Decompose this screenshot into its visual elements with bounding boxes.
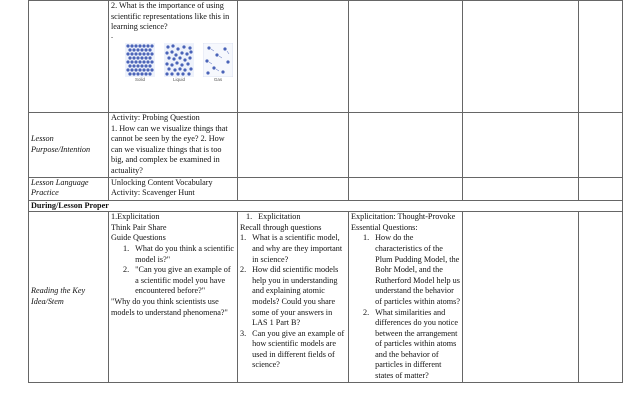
table-cell: [579, 113, 623, 178]
gas-state: [203, 43, 233, 83]
col3-list: [351, 233, 460, 381]
liquid-particles-illustration: [164, 43, 194, 77]
table-cell: [463, 177, 579, 200]
list-item: 2. How did scientific models help you in understanding and explaining atomic models? Could you share some of your answers in LAS 1 Part B?: [240, 265, 339, 328]
table-cell: [238, 177, 349, 200]
purpose-label: Lesson Purpose/Intention: [31, 134, 91, 154]
gas-label: Gas: [213, 76, 223, 82]
solid-state: [125, 43, 155, 83]
table-row: [29, 1, 623, 113]
language-line1: Unlocking Content Vocabulary: [111, 177, 213, 187]
list-item: 1. What is a scientific model, and why are they important in science?: [240, 233, 343, 264]
list-item: 2. "Can you give an example of a scientific model you have encountered before?": [123, 265, 231, 296]
col1-closing: "Why do you think scientists use models to understand phenomena?": [111, 296, 228, 317]
purpose-activity: Activity: Probing Question: [111, 113, 200, 122]
table-cell: [238, 113, 349, 178]
col3-title: Explicitation: Thought-Provoke: [351, 212, 456, 222]
col1-sub: Think Pair Share: [111, 222, 167, 232]
states-of-matter-figure: [125, 43, 233, 83]
table-cell: [29, 1, 109, 113]
col2-title-line: [240, 212, 346, 223]
table-cell: [579, 177, 623, 200]
table-row: [29, 212, 623, 383]
table-cell: [109, 1, 238, 113]
section-header-cell: [29, 200, 623, 212]
table-row: [29, 177, 623, 200]
col2-title: Explicitation: [258, 212, 301, 222]
table-cell: [238, 1, 349, 113]
col1-sub2: Guide Questions: [111, 233, 166, 243]
table-cell: [238, 212, 349, 383]
table-cell: [109, 212, 238, 383]
col2-title-num: 1.: [246, 212, 253, 222]
table-row: [29, 113, 623, 178]
during-label: During/Lesson Proper: [31, 200, 109, 210]
list-item: 2. What similarities and differences do you notice between the arrangement of particles within atoms and the behavior of particles in different states of matter?: [363, 307, 458, 381]
list-item: 3. Can you give an example of how scientific models are used in different fields of science?: [240, 328, 345, 370]
solid-label: Solid: [134, 76, 145, 82]
question-text: 2. What is the importance of using scientific representations like this in learning science?: [111, 1, 230, 32]
col1-list: [111, 244, 235, 297]
liquid-state: [164, 43, 194, 83]
liquid-label: Liquid: [172, 76, 185, 82]
row-label-cell: [29, 113, 109, 178]
dot-text: .: [111, 30, 114, 40]
solid-particles-illustration: [125, 43, 155, 77]
row-label-cell: [29, 212, 109, 383]
language-label: Lesson Language Practice: [31, 177, 89, 198]
col2-list: [240, 233, 346, 371]
table-cell: [349, 1, 463, 113]
table-cell: [463, 113, 579, 178]
list-item: 1. What do you think a scientific model is?": [123, 243, 235, 264]
table-cell: [109, 113, 238, 178]
col3-sub: Essential Questions:: [351, 222, 418, 232]
lesson-plan-table: [28, 0, 623, 383]
table-cell: [349, 212, 463, 383]
table-cell: [579, 212, 623, 383]
table-cell: [349, 177, 463, 200]
row-label-cell: [29, 177, 109, 200]
purpose-text: 1. How can we visualize things that cannot be seen by the eye? 2. How can we visualize things that is too big, and complex be examined in actuality?: [111, 123, 228, 175]
gas-particles-illustration: [203, 43, 233, 77]
table-cell: [109, 177, 238, 200]
list-item: 1. How do the characteristics of the Plum Pudding Model, the Bohr Model, and the Rutherford Model help us understand the behavior of particles within atoms?: [363, 233, 460, 306]
table-cell: [463, 1, 579, 113]
table-row: [29, 200, 623, 212]
table-cell: [349, 113, 463, 178]
language-line2: Activity: Scavenger Hunt: [111, 188, 195, 198]
col1-title: 1.Explicitation: [111, 212, 160, 222]
keyidea-label: Reading the Key Idea/Stem: [31, 286, 86, 306]
table-cell: [579, 1, 623, 113]
col2-intro: Recall through questions: [240, 222, 322, 232]
table-cell: [463, 212, 579, 383]
